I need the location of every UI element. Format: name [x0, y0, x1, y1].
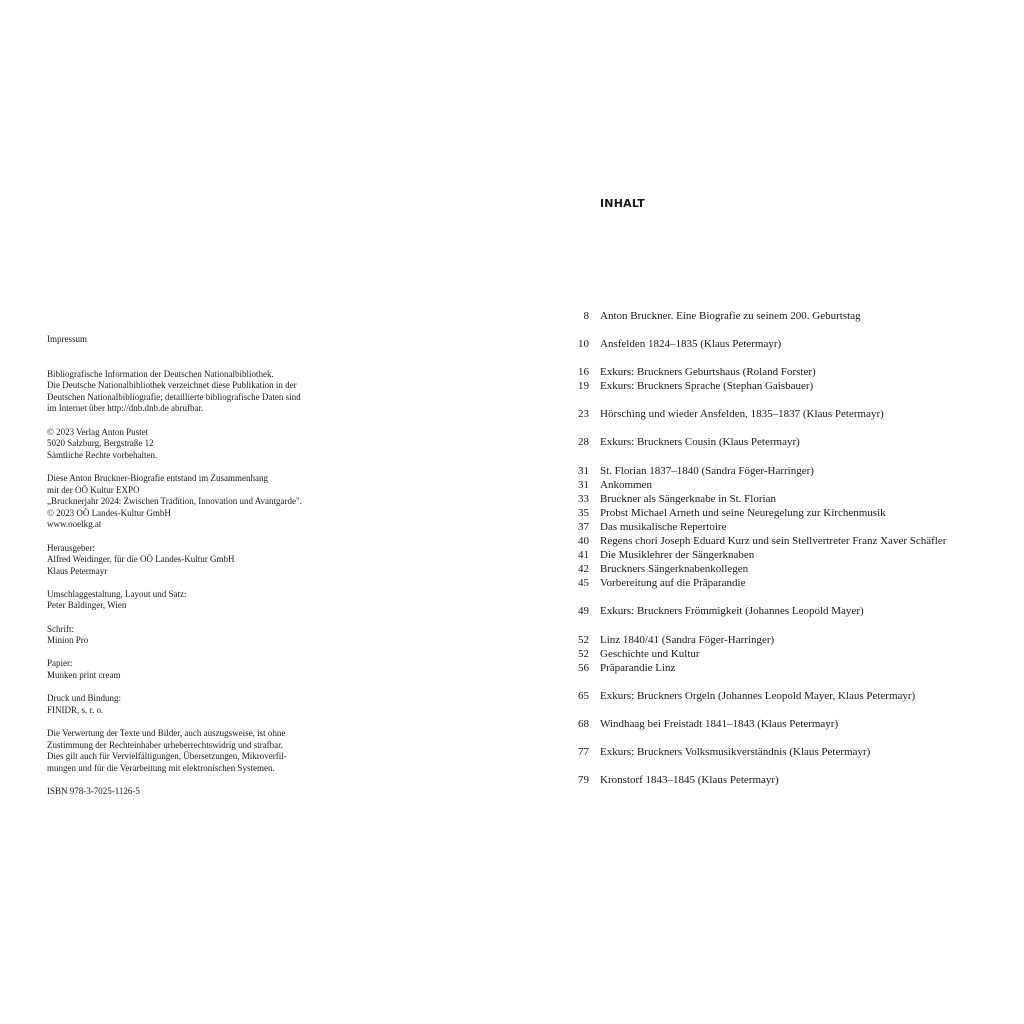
imprint-block [47, 786, 347, 798]
imprint-line: Herausgeber: [47, 542, 95, 553]
imprint-block [47, 728, 347, 774]
toc-page-number: 68 [578, 717, 589, 730]
imprint-line: Dies gilt auch für Vervielfältigungen, Übersetzungen, Mikroverfil- [47, 751, 287, 762]
toc-title: INHALT [600, 197, 645, 210]
imprint-line: ISBN 978-3-7025-1126-5 [47, 785, 140, 796]
toc-entry-title: Exkurs: Bruckners Volksmusikverständnis (Klaus Petermayr) [600, 745, 871, 758]
toc-group [552, 689, 1022, 703]
toc-entry [552, 717, 1022, 731]
toc-entry-title: Präparandie Linz [600, 661, 676, 674]
imprint-line: Druck und Bindung: [47, 693, 121, 704]
toc-entry [552, 407, 1022, 421]
toc-page-number: 28 [578, 436, 589, 449]
imprint-line: Minion Pro [47, 635, 89, 646]
toc-page-number: 33 [578, 492, 589, 505]
imprint-line: Die Deutsche Nationalbibliothek verzeichnet diese Publikation in der [47, 380, 297, 391]
table-of-contents [552, 309, 1022, 801]
imprint-line: Munken print cream [47, 670, 121, 681]
right-page [512, 0, 1024, 1024]
toc-entry-title: Hörsching und wieder Ansfelden, 1835–1837 (Klaus Petermayr) [600, 408, 884, 421]
imprint-line: „Brucknerjahr 2024: Zwischen Tradition, Innovation und Avantgarde". [47, 496, 302, 507]
toc-entry [552, 365, 1022, 379]
toc-entry-title: Die Musiklehrer der Sängerknaben [600, 549, 755, 562]
imprint [47, 334, 347, 809]
toc-entry [552, 464, 1022, 478]
toc-entry [552, 647, 1022, 661]
imprint-line: Papier: [47, 658, 73, 669]
toc-entry-title: Regens chori Joseph Eduard Kurz und sein Stellvertreter Franz Xaver Schäfler [600, 535, 947, 548]
toc-page-number: 10 [578, 338, 589, 351]
toc-page-number: 45 [578, 577, 589, 590]
toc-group [552, 773, 1022, 787]
toc-page-number: 65 [578, 689, 589, 702]
imprint-block [47, 427, 347, 462]
toc-entry [552, 534, 1022, 548]
imprint-line: FINIDR, s. r. o. [47, 704, 104, 715]
imprint-block [47, 369, 347, 415]
imprint-line: Bibliografische Information der Deutschen Nationalbibliothek. [47, 368, 274, 379]
toc-group [552, 717, 1022, 731]
imprint-block [47, 624, 347, 647]
imprint-line: Klaus Petermayr [47, 565, 108, 576]
toc-group [552, 633, 1022, 675]
toc-page-number: 19 [578, 380, 589, 393]
toc-entry [552, 548, 1022, 562]
toc-group [552, 407, 1022, 421]
toc-page-number: 49 [578, 605, 589, 618]
toc-group [552, 464, 1022, 591]
toc-entry-title: Exkurs: Bruckners Orgeln (Johannes Leopold Mayer, Klaus Petermayr) [600, 689, 916, 702]
toc-entry [552, 745, 1022, 759]
imprint-block [47, 473, 347, 531]
imprint-line: © 2023 Verlag Anton Pustet [47, 426, 149, 437]
imprint-line: Die Verwertung der Texte und Bilder, auch auszugsweise, ist ohne [47, 728, 286, 738]
toc-entry [552, 633, 1022, 647]
toc-page-number: 79 [578, 774, 589, 787]
toc-entry [552, 506, 1022, 520]
toc-entry [552, 379, 1022, 393]
toc-page-number: 31 [578, 464, 589, 477]
toc-entry-title: Ankommen [600, 478, 652, 491]
toc-group [552, 337, 1022, 351]
toc-entry [552, 309, 1022, 323]
imprint-block [47, 589, 347, 612]
toc-group [552, 745, 1022, 759]
toc-entry [552, 337, 1022, 351]
toc-entry [552, 576, 1022, 590]
toc-page-number: 41 [578, 549, 589, 562]
imprint-line: Deutschen Nationalbibliografie; detaillierte bibliografische Daten sind [47, 391, 301, 402]
toc-group [552, 365, 1022, 393]
toc-page-number: 40 [578, 535, 589, 548]
toc-entry [552, 661, 1022, 675]
toc-page-number: 16 [578, 366, 589, 379]
toc-group [552, 435, 1022, 449]
toc-entry-title: Vorbereitung auf die Präparandie [600, 577, 746, 590]
imprint-line: im Internet über http://dnb.dnb.de abrufbar. [47, 403, 204, 414]
toc-group [552, 309, 1022, 323]
toc-entry-title: Exkurs: Bruckners Frömmigkeit (Johannes Leopold Mayer) [600, 605, 864, 618]
imprint-block [47, 693, 347, 716]
imprint-line: Zustimmung der Rechteinhaber urheberrechtswidrig und strafbar. [47, 739, 283, 750]
imprint-heading: Impressum [47, 334, 87, 344]
imprint-block [47, 658, 347, 681]
toc-page-number: 42 [578, 563, 589, 576]
toc-group [552, 604, 1022, 618]
toc-page-number: 35 [578, 506, 589, 519]
toc-entry-title: Bruckner als Sängerknabe in St. Florian [600, 492, 776, 505]
toc-entry [552, 520, 1022, 534]
toc-entry-title: Ansfelden 1824–1835 (Klaus Petermayr) [600, 338, 782, 351]
toc-entry-title: Exkurs: Bruckners Geburtshaus (Roland Forster) [600, 366, 816, 379]
toc-entry [552, 604, 1022, 618]
toc-entry-title: Geschichte und Kultur [600, 647, 700, 660]
toc-page-number: 8 [583, 310, 589, 322]
imprint-line: Peter Baldinger, Wien [47, 600, 127, 611]
toc-page-number: 52 [578, 633, 589, 646]
imprint-line: mit der OÖ Kultur EXPO [47, 484, 140, 495]
imprint-line: www.ooelkg.at [47, 519, 102, 530]
toc-entry [552, 689, 1022, 703]
imprint-line: © 2023 OÖ Landes-Kultur GmbH [47, 507, 171, 518]
toc-entry-title: Exkurs: Bruckners Sprache (Stephan Gaisbauer) [600, 380, 814, 393]
toc-entry [552, 562, 1022, 576]
toc-entry-title: Windhaag bei Freistadt 1841–1843 (Klaus Petermayr) [600, 717, 839, 730]
toc-page-number: 77 [578, 745, 589, 758]
imprint-line: Diese Anton Bruckner-Biografie entstand im Zusammenhang [47, 472, 269, 483]
toc-page-number: 23 [578, 408, 589, 421]
toc-page-number: 31 [578, 478, 589, 491]
toc-entry-title: St. Florian 1837–1840 (Sandra Föger-Harringer) [600, 464, 814, 477]
toc-entry-title: Kronstorf 1843–1845 (Klaus Petermayr) [600, 774, 779, 787]
toc-entry-title: Das musikalische Repertoire [600, 520, 727, 533]
toc-page-number: 56 [578, 661, 589, 674]
toc-page-number: 52 [578, 647, 589, 660]
toc-entry [552, 773, 1022, 787]
imprint-line: 5020 Salzburg, Bergstraße 12 [47, 438, 154, 449]
toc-entry-title: Bruckners Sängerknabenkollegen [600, 563, 749, 576]
toc-entry [552, 435, 1022, 449]
imprint-line: mungen und für die Verarbeitung mit elektronischen Systemen. [47, 762, 275, 773]
imprint-line: Sämtliche Rechte vorbehalten. [47, 449, 158, 460]
toc-entry-title: Exkurs: Bruckners Cousin (Klaus Petermayr) [600, 436, 800, 449]
toc-entry-title: Linz 1840/41 (Sandra Föger-Harringer) [600, 633, 775, 646]
toc-entry [552, 492, 1022, 506]
toc-entry-title: Anton Bruckner. Eine Biografie zu seinem 200. Geburtstag [600, 310, 861, 322]
imprint-line: Alfred Weidinger, für die OÖ Landes-Kultur GmbH [47, 554, 235, 565]
imprint-block [47, 543, 347, 578]
imprint-line: Schrift: [47, 623, 74, 634]
imprint-line: Umschlaggestaltung, Layout und Satz: [47, 588, 187, 599]
toc-entry [552, 478, 1022, 492]
toc-entry-title: Probst Michael Arneth und seine Neuregelung zur Kirchenmusik [600, 506, 886, 519]
toc-page-number: 37 [578, 520, 589, 533]
